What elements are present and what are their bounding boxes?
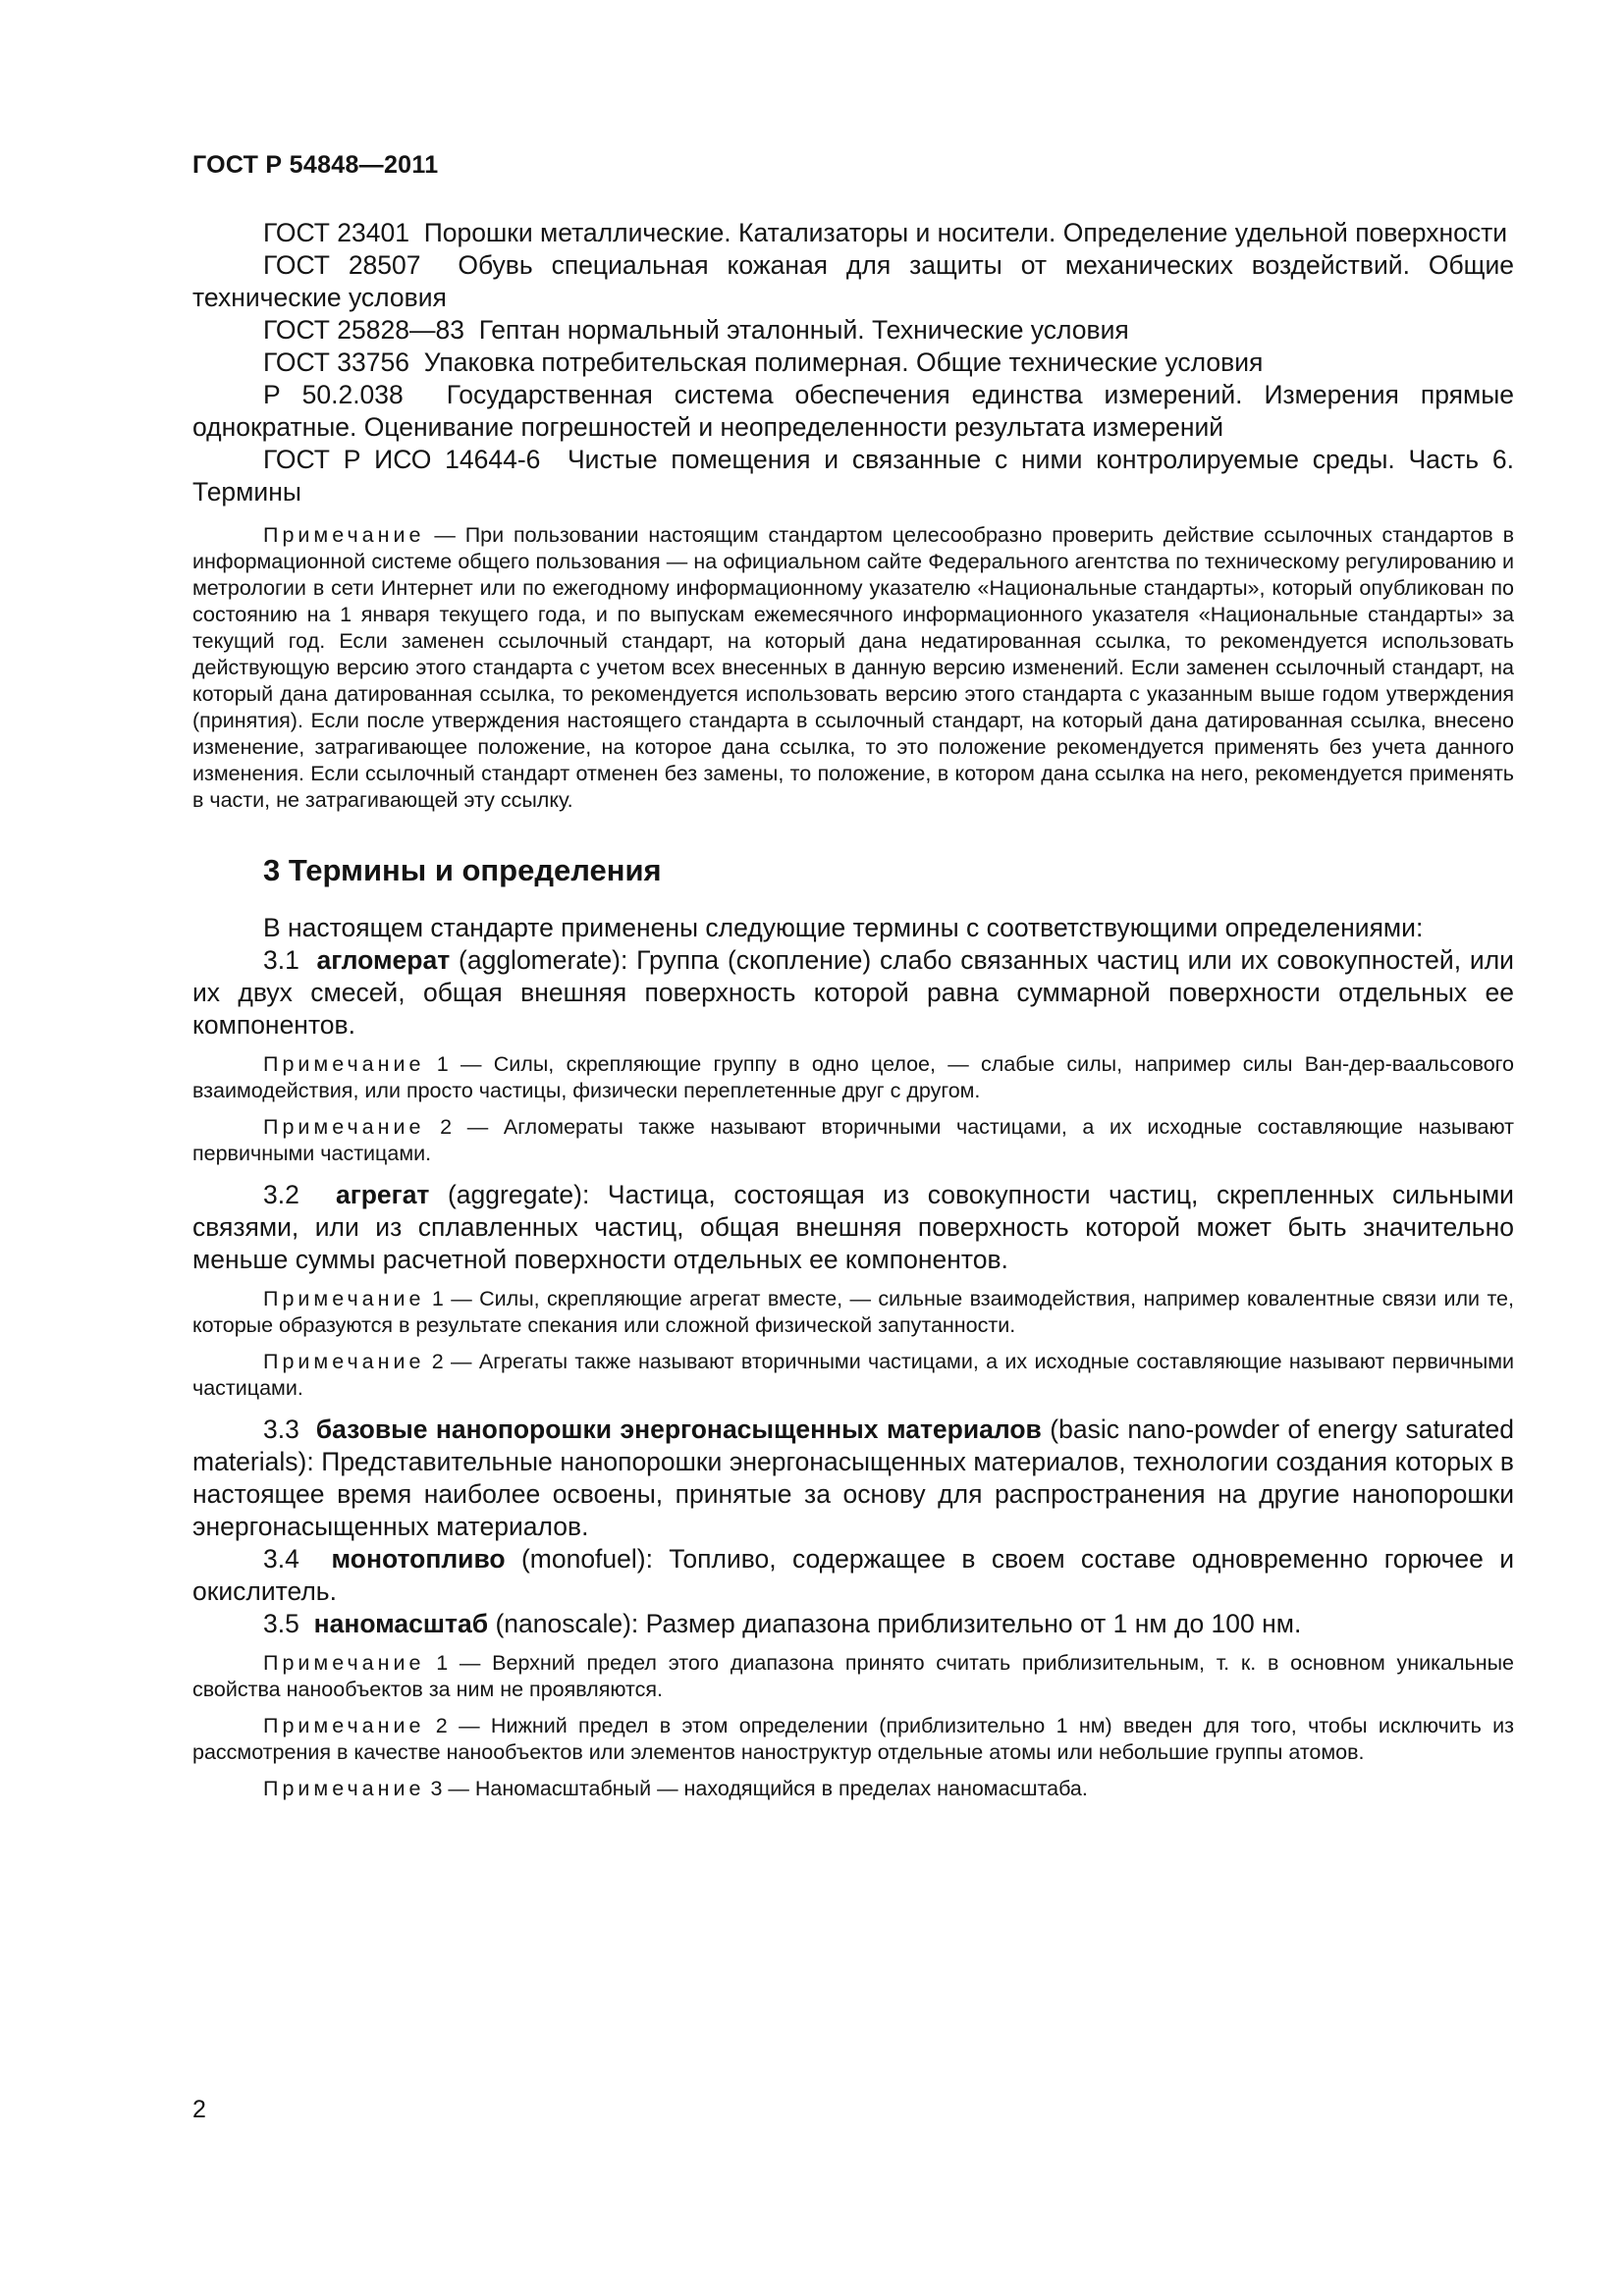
term-name: агрегат — [335, 1180, 430, 1209]
reference-title: Государственная система обеспечения единства измерений. Измерения прямые однократные. Оценивание погрешностей и неопределенности результата измерений — [192, 380, 1514, 442]
reference-title: Обувь специальная кожаная для защиты от механических воздействий. Общие технические условия — [192, 250, 1514, 312]
section-heading: 3 Термины и определения — [263, 853, 662, 887]
reference-item — [192, 347, 1514, 379]
note-label: Примечание — [263, 1350, 425, 1373]
note-label: Примечание — [263, 1115, 425, 1139]
note-text: 2 — Нижний предел в этом определении (приблизительно 1 нм) введен для того, чтобы исключить из рассмотрения в качестве нанообъектов или элементов наноструктур отдельные атомы или небольшие группы атомов. — [192, 1714, 1514, 1764]
reference-title: Гептан нормальный эталонный. Технические условия — [478, 315, 1129, 345]
reference-item — [192, 249, 1514, 314]
term-number: 3.1 — [263, 945, 299, 975]
note-label: Примечание — [263, 1714, 425, 1737]
term-note — [192, 1286, 1514, 1339]
term-note — [192, 1114, 1514, 1167]
term-number: 3.4 — [263, 1544, 299, 1574]
term-number: 3.3 — [263, 1415, 299, 1444]
note-text: 1 — Силы, скрепляющие группу в одно целое, — слабые силы, например силы Ван-дер-ваальсового взаимодействия, или просто частицы, физически переплетенные друг с другом. — [192, 1052, 1514, 1102]
term-note — [192, 1713, 1514, 1766]
term-definition — [192, 1414, 1514, 1543]
note-label: Примечание — [263, 1651, 425, 1675]
reference-code: ГОСТ Р ИСО 14644-6 — [263, 445, 541, 474]
reference-code: ГОСТ 33756 — [263, 347, 409, 377]
reference-item — [192, 314, 1514, 347]
note-text: 2 — Агрегаты также называют вторичными частицами, а их исходные составляющие называют первичными частицами. — [192, 1350, 1515, 1400]
term-note — [192, 1051, 1514, 1104]
document-header: ГОСТ Р 54848—2011 — [192, 151, 439, 179]
reference-code: ГОСТ 23401 — [263, 218, 409, 247]
term-text: (basic nano-powder of energy saturated materials): Представительные нанопорошки энергонасыщенных материалов, технологии создания которых в настоящее время наиболее освоены, принятые за основу для распространения на другие нанопорошки энергонасыщенных материалов. — [192, 1415, 1514, 1541]
page-number: 2 — [192, 2096, 206, 2123]
term-note — [192, 1776, 1514, 1802]
term-text: (agglomerate): Группа (скопление) слабо связанных частиц или их совокупностей, или их двух смесей, общая внешняя поверхность которой равна суммарной поверхности отдельных ее компонентов. — [192, 945, 1514, 1040]
reference-title: Чистые помещения и связанные с ними контролируемые среды. Часть 6. Термины — [192, 445, 1515, 507]
term-text: (aggregate): Частица, состоящая из совокупности частиц, скрепленных сильными связями, или из сплавленных частиц, общая внешняя поверхность которой может быть значительно меньше суммы расчетной поверхности отдельных ее компонентов. — [192, 1180, 1514, 1274]
note-label: Примечание — [263, 1052, 425, 1076]
reference-code: ГОСТ 25828—83 — [263, 315, 464, 345]
reference-title: Порошки металлические. Катализаторы и носители. Определение удельной поверхности — [423, 218, 1508, 247]
note-label: Примечание — [263, 1287, 425, 1310]
note-label: Примечание — [263, 1777, 425, 1800]
term-number: 3.2 — [263, 1180, 299, 1209]
reference-item — [192, 444, 1514, 508]
note-text: 3 — Наномасштабный — находящийся в пределах наномасштаба. — [430, 1777, 1088, 1800]
reference-title: Упаковка потребительская полимерная. Общие технические условия — [423, 347, 1264, 377]
term-name: агломерат — [316, 945, 451, 975]
note-text: 1 — Верхний предел этого диапазона принято считать приблизительным, т. к. в основном уникальные свойства нанообъектов за ним не проявляются. — [192, 1651, 1514, 1701]
term-text: (monofuel): Топливо, содержащее в своем составе одновременно горючее и окислитель. — [192, 1544, 1514, 1606]
note-label: Примечание — [263, 523, 425, 547]
reference-item — [192, 217, 1514, 249]
term-number: 3.5 — [263, 1609, 299, 1638]
reference-code: Р 50.2.038 — [263, 380, 404, 409]
section-intro: В настоящем стандарте применены следующие термины с соответствующими определениями: — [263, 913, 1424, 942]
note-text: 2 — Агломераты также называют вторичными частицами, а их исходные составляющие называют первичными частицами. — [192, 1115, 1514, 1165]
term-note — [192, 1349, 1514, 1402]
note-text: — При пользовании настоящим стандартом целесообразно проверить действие ссылочных стандартов в информационной системе общего пользования — на официальном сайте Федерального агентства по техническому регулированию и метрологии в сети Интернет или по ежегодному информационному указателю «Национальные стандарты», который опубликован по состоянию на 1 января текущего года, и по выпускам ежемесячного информационного указателя «Национальные стандарты» за текущий год. Если заменен ссылочный стандарт, на который дана недатированная ссылка, то рекомендуется использовать действующую версию этого стандарта с учетом всех внесенных в данную версию изменений. Если заменен ссылочный стандарт, на который дана датированная ссылка, то рекомендуется использовать версию этого стандарта с указанным выше годом утверждения (принятия). Если после утверждения настоящего стандарта в ссылочный стандарт, на который дана датированная ссылка, внесено изменение, затрагивающее положение, на которое дана ссылка, то это положение рекомендуется применять без учета данного изменения. Если ссылочный стандарт отменен без замены, то положение, в котором дана ссылка на него, рекомендуется применять в части, не затрагивающей эту ссылку. — [192, 523, 1514, 812]
term-definition — [192, 1179, 1514, 1276]
term-note — [192, 1650, 1514, 1703]
term-name: наномасштаб — [313, 1609, 489, 1638]
document-content — [192, 217, 1514, 1802]
term-definition — [192, 1608, 1514, 1640]
note-text: 1 — Силы, скрепляющие агрегат вместе, — сильные взаимодействия, например ковалентные связи или те, которые образуются в результате спекания или сложной физической запутанности. — [192, 1287, 1514, 1337]
reference-item — [192, 379, 1514, 444]
term-definition — [192, 1543, 1514, 1608]
term-name: монотопливо — [331, 1544, 506, 1574]
term-definition — [192, 944, 1514, 1041]
reference-code: ГОСТ 28507 — [263, 250, 421, 280]
term-name: базовые нанопорошки энергонасыщенных материалов — [315, 1415, 1042, 1444]
references-note — [192, 522, 1514, 814]
term-text: (nanoscale): Размер диапазона приблизительно от 1 нм до 100 нм. — [495, 1609, 1302, 1638]
